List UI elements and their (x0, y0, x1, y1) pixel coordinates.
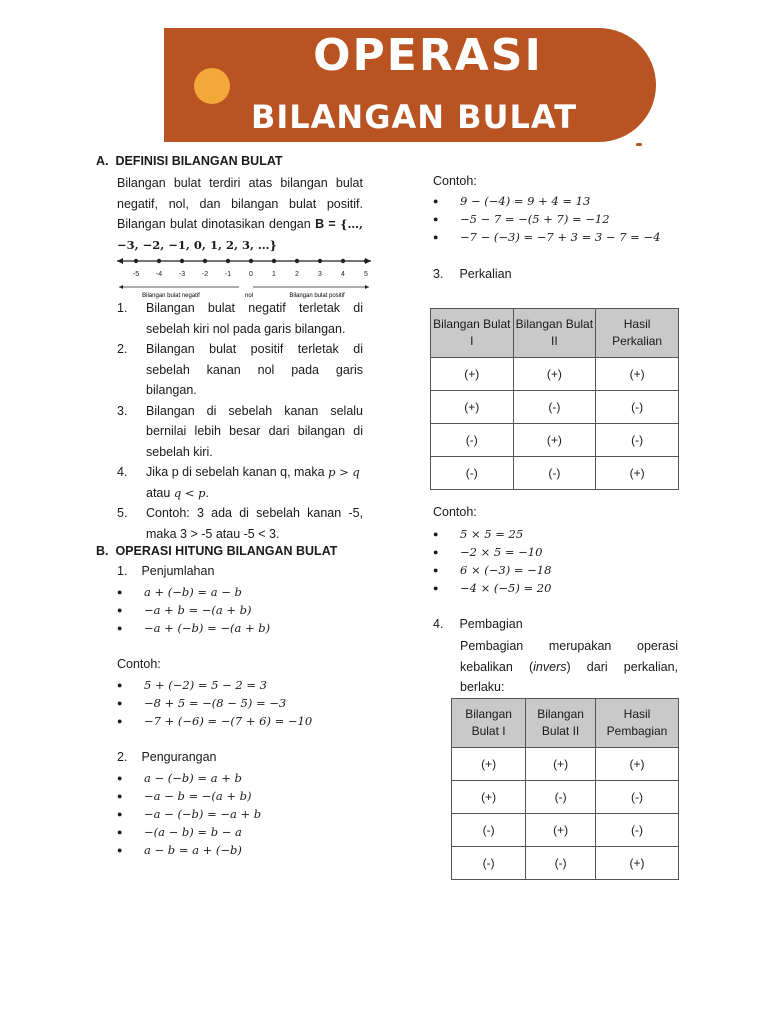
number-line-tick-label: -3 (178, 271, 186, 278)
table-header-cell: Bilangan Bulat I (431, 309, 514, 358)
table-cell: (-) (452, 814, 526, 847)
table-row (431, 358, 679, 391)
table-cell: (+) (513, 358, 596, 391)
number-line-dot (180, 259, 184, 263)
table-header-cell: Bilangan Bulat II (513, 309, 596, 358)
number-line-tick-label: 3 (318, 271, 322, 278)
list-item: ● −4 × (−5) = 20 (433, 579, 551, 597)
definition-list (117, 298, 363, 544)
perkalian-heading: 3. Perkalian (433, 267, 512, 281)
number-line-tick-label: -4 (155, 271, 163, 278)
table-cell: (-) (513, 391, 596, 424)
number-line-dot (341, 259, 345, 263)
list-item: ● −8 + 5 = −(8 − 5) = −3 (117, 694, 312, 712)
table-cell: (+) (526, 814, 596, 847)
number-line-tick-label: -5 (132, 271, 140, 278)
table-row (431, 457, 679, 490)
list-item: ● 9 − (−4) = 9 + 4 = 13 (433, 192, 660, 210)
table-cell: (-) (596, 781, 679, 814)
banner-title: OPERASI (313, 30, 543, 81)
list-item: ● −7 + (−6) = −(7 + 6) = −10 (117, 712, 312, 730)
list-item: ● −a + b = −(a + b) (117, 601, 270, 619)
arrow-left-small-icon (119, 285, 123, 289)
set-symbol: B = (315, 217, 336, 231)
table-cell: (+) (513, 424, 596, 457)
list-item: ● a + (−b) = a − b (117, 583, 270, 601)
zero-label: nol (244, 293, 254, 299)
table-cell: (-) (513, 457, 596, 490)
pembagian-description: Pembagian merupakan operasi kebalikan (invers) dari perkalian, berlaku: (460, 639, 679, 694)
table-cell: (+) (596, 358, 679, 391)
section-a-title: A. DEFINISI BILANGAN BULAT (96, 154, 283, 168)
list-item: ● 6 × (−3) = −18 (433, 561, 551, 579)
list-item: 3. Bilangan di sebelah kanan selalu bernilai lebih besar dari bilangan di sebelah kiri. (117, 403, 363, 459)
table-cell: (+) (526, 748, 596, 781)
perkalian-table (430, 308, 679, 490)
table-row (452, 814, 679, 847)
table-cell: (-) (596, 391, 679, 424)
table-row (431, 391, 679, 424)
table-cell: (+) (431, 358, 514, 391)
table-row (452, 748, 679, 781)
list-item: ● a − b = a + (−b) (117, 841, 261, 859)
list-item: ● −(a − b) = b − a (117, 823, 261, 841)
number-line-dot (249, 259, 253, 263)
penjumlahan-contoh-label: Contoh: (117, 657, 161, 671)
number-line-dot (272, 259, 276, 263)
table-header-cell: Bilangan Bulat II (526, 699, 596, 748)
table-cell: (-) (596, 814, 679, 847)
table-cell: (+) (596, 457, 679, 490)
list-item: 1. Bilangan bulat negatif terletak di sebelah kiri nol pada garis bilangan. (117, 301, 363, 336)
table-header-cell: Bilangan Bulat I (452, 699, 526, 748)
number-line-tick-label: 0 (249, 271, 253, 278)
section-a-intro (117, 173, 363, 255)
table-cell: (-) (596, 424, 679, 457)
number-line-tick-label: -1 (224, 271, 232, 278)
list-item: ● −5 − 7 = −(5 + 7) = −12 (433, 210, 660, 228)
number-line-dot (318, 259, 322, 263)
intro-text: Bilangan bulat terdiri atas bilangan bulat negatif, nol, dan bilangan bulat positif. Bilangan bulat dinotasikan dengan (117, 176, 363, 231)
table-header-cell: Hasil Pembagian (596, 699, 679, 748)
table-cell: (+) (596, 748, 679, 781)
pengurangan-examples (433, 192, 660, 246)
table-cell: (+) (452, 781, 526, 814)
table-cell: (-) (431, 457, 514, 490)
penjumlahan-examples (117, 676, 312, 730)
list-item: ● −7 − (−3) = −7 + 3 = 3 − 7 = −4 (433, 228, 660, 246)
positive-label: Bilangan bulat positif (289, 293, 345, 299)
number-line-tick-label: 4 (341, 271, 345, 278)
decorative-dot (636, 143, 642, 146)
number-line-dot (203, 259, 207, 263)
penjumlahan-rules (117, 583, 270, 637)
table-cell: (+) (431, 391, 514, 424)
table-row (431, 424, 679, 457)
number-line-dot (364, 259, 368, 263)
table-cell: (-) (526, 847, 596, 880)
arrow-right-small-icon (365, 285, 369, 289)
section-b-title: B. OPERASI HITUNG BILANGAN BULAT (96, 544, 338, 558)
number-line-tick-label: 1 (272, 271, 276, 278)
number-line-dot (134, 259, 138, 263)
list-item: ● −a − (−b) = −a + b (117, 805, 261, 823)
list-item: ● −a + (−b) = −(a + b) (117, 619, 270, 637)
table-cell: (-) (526, 781, 596, 814)
table-header-row (431, 309, 679, 358)
number-line (113, 258, 375, 300)
list-item: ● 5 + (−2) = 5 − 2 = 3 (117, 676, 312, 694)
table-cell: (-) (431, 424, 514, 457)
list-item: ● 5 × 5 = 25 (433, 525, 551, 543)
set-notation: {…, −3, −2, −1, 0, 1, 2, 3, …} (117, 217, 363, 252)
table-row (452, 847, 679, 880)
pengurangan-heading: 2. Pengurangan (117, 750, 217, 764)
table-header-row (452, 699, 679, 748)
pengurangan-rules (117, 769, 261, 859)
title-banner (164, 28, 656, 142)
list-item: ● a − (−b) = a + b (117, 769, 261, 787)
perkalian-contoh-label: Contoh: (433, 505, 477, 519)
list-item: ● −a − b = −(a + b) (117, 787, 261, 805)
banner-subtitle: BILANGAN BULAT (250, 98, 578, 136)
penjumlahan-heading: 1. Penjumlahan (117, 564, 215, 578)
table-header-cell: Hasil Perkalian (596, 309, 679, 358)
list-item: 5. Contoh: 3 ada di sebelah kanan -5, maka 3 > -5 atau -5 < 3. (117, 506, 363, 541)
number-line-dot (157, 259, 161, 263)
table-cell: (+) (596, 847, 679, 880)
pembagian-heading: 4. Pembagian (433, 617, 523, 631)
number-line-tick-label: 5 (364, 271, 368, 278)
pembagian-table (451, 698, 679, 880)
arrow-left-icon (117, 258, 123, 264)
number-line-dot (295, 259, 299, 263)
table-cell: (+) (452, 748, 526, 781)
table-cell: (-) (452, 847, 526, 880)
table-row (452, 781, 679, 814)
perkalian-examples (433, 525, 551, 597)
pengurangan-contoh-label: Contoh: (433, 174, 477, 188)
list-item: ● −2 × 5 = −10 (433, 543, 551, 561)
negative-label: Bilangan bulat negatif (142, 293, 200, 299)
number-line-tick-label: -2 (201, 271, 209, 278)
list-item: 4. Jika p di sebelah kanan q, maka p > q atau q < p. (117, 465, 360, 500)
list-item: 2. Bilangan bulat positif terletak di sebelah kanan nol pada garis bilangan. (117, 342, 363, 397)
number-line-tick-label: 2 (295, 271, 299, 278)
number-line-dot (226, 259, 230, 263)
